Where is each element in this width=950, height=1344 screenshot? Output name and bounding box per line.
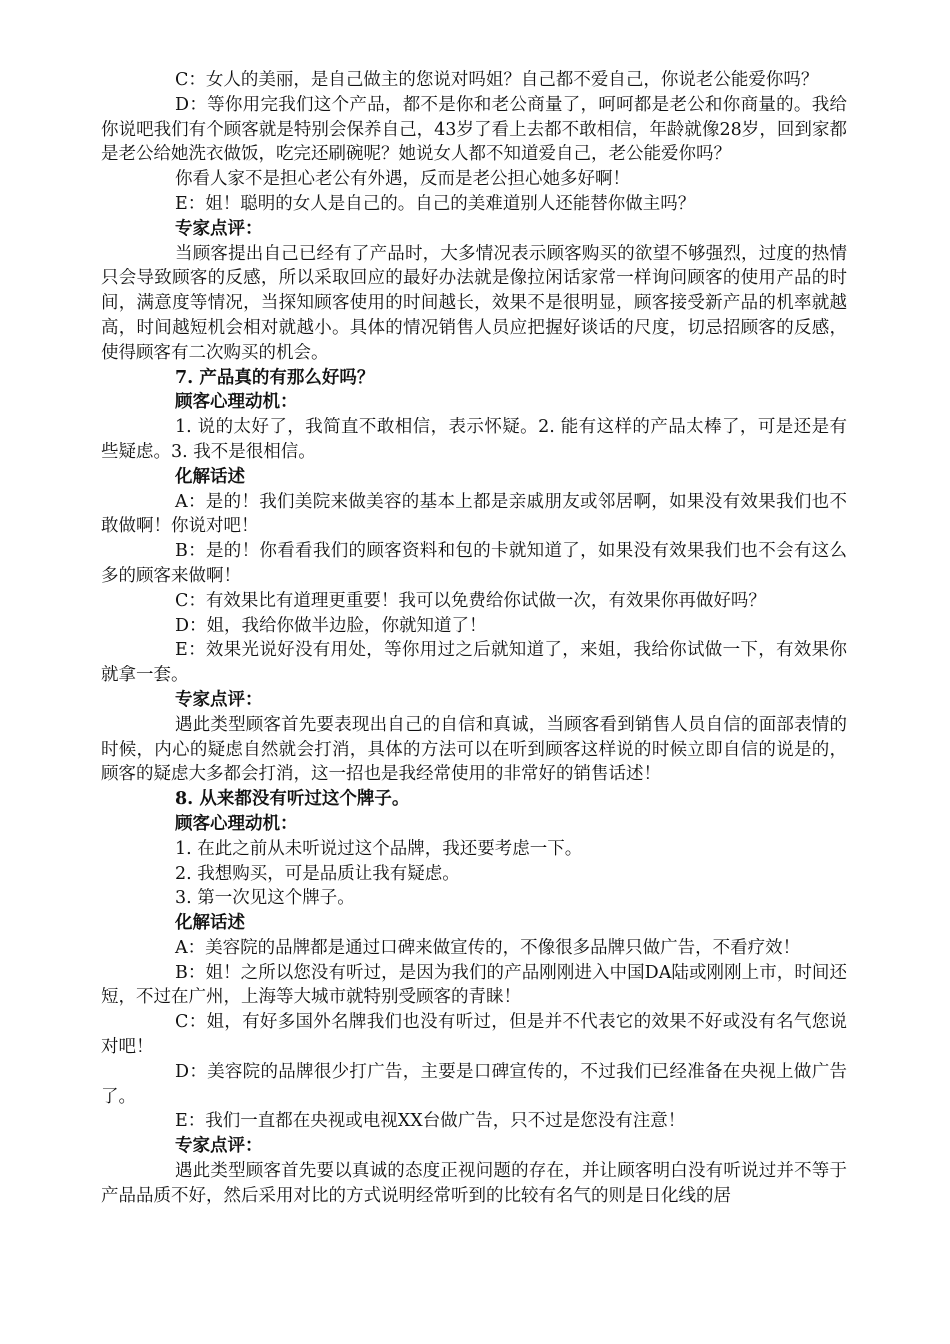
body-paragraph: E：我们一直都在央视或电视XX台做广告，只不过是您没有注意！: [175, 1111, 686, 1132]
body-paragraph: B：是的！你看看我们的顾客资料和包的卡就知道了，如果没有效果我们也不会有这么多的顾客来做啊！: [101, 541, 847, 586]
document-body: [101, 68, 847, 1209]
body-paragraph: D：等你用完我们这个产品，都不是你和老公商量了，呵呵都是老公和你商量的。我给你说吧我们有个顾客就是特别会保养自己，43岁了看上去都不敢相信，年龄就像28岁，回到家都是老公给她洗衣做饭，吃完还刷碗呢？她说女人都不知道爱自己，老公能爱你吗？: [101, 94, 847, 165]
body-paragraph: C：女人的美丽，是自己做主的您说对吗姐？自己都不爱自己，你说老公能爱你吗？: [175, 70, 819, 90]
body-paragraph: D：美容院的品牌很少打广告，主要是口碑宣传的，不过我们已经准备在央视上做广告了。: [101, 1061, 847, 1107]
body-paragraph: B：姐！之所以您没有听过，是因为我们的产品刚刚进入中国DA陆或刚刚上市，时间还短，不过在广州，上海等大城市就特别受顾客的青睐！: [101, 962, 847, 1008]
body-paragraph: A：是的！我们美院来做美容的基本上都是亲戚朋友或邻居啊，如果没有效果我们也不敢做啊！你说对吧！: [101, 491, 847, 537]
section-heading: 专家点评：: [175, 218, 263, 239]
section-heading: 专家点评：: [175, 1136, 263, 1157]
body-paragraph: 当顾客提出自己已经有了产品时，大多情况表示顾客购买的欲望不够强烈，过度的热情只会导致顾客的反感，所以采取回应的最好办法就是像拉闲话家常一样询问顾客的使用产品的时间，满意度等情况，当探知顾客使用的时间越长，效果不是很明显，顾客接受新产品的机率就越高，时间越短机会相对就越小。具体的情况销售人员应把握好谈话的尺度，切忌招顾客的反感，使得顾客有二次购买的机会。: [101, 243, 847, 363]
body-paragraph: 2. 我想购买，可是品质让我有疑虑。: [175, 863, 460, 884]
section-heading: 顾客心理动机：: [175, 392, 298, 413]
body-paragraph: E：姐！聪明的女人是自己的。自己的美难道别人还能替你做主吗？: [175, 193, 696, 214]
body-paragraph: 遇此类型顾客首先要以真诚的态度正视问题的存在，并让顾客明白没有听说过并不等于产品品质不好，然后采用对比的方式说明经常听到的比较有名气的则是日化线的居: [101, 1161, 847, 1206]
body-paragraph: 3. 第一次见这个牌子。: [175, 888, 355, 909]
body-paragraph: 1. 在此之前从未听说过这个品牌，我还要考虑一下。: [175, 838, 583, 859]
body-paragraph: D：姐，我给你做半边脸，你就知道了！: [175, 615, 487, 636]
body-paragraph: 遇此类型顾客首先要表现出自己的自信和真诚，当顾客看到销售人员自信的面部表情的时候，内心的疑虑自然就会打消，具体的方法可以在听到顾客这样说的时候立即自信的说是的，顾客的疑虑大多都会打消，这一招也是我经常使用的非常好的销售话述！: [101, 714, 847, 785]
body-paragraph: 你看人家不是担心老公有外遇，反而是老公担心她多好啊！: [175, 169, 630, 190]
body-paragraph: 1. 说的太好了，我简直不敢相信，表示怀疑。2. 能有这样的产品太棒了，可是还是有些疑虑。3. 我不是很相信。: [101, 417, 847, 462]
body-paragraph: E：效果光说好没有用处，等你用过之后就知道了，来姐，我给你试做一下，有效果你就拿一套。: [101, 640, 847, 686]
section-heading: 顾客心理动机：: [175, 813, 298, 834]
section-heading: 化解话述: [175, 913, 245, 934]
section-heading: 专家点评：: [175, 689, 263, 710]
section-heading: 8. 从来都没有听过这个牌子。: [175, 789, 410, 810]
section-heading: 7. 产品真的有那么好吗？: [175, 367, 375, 388]
body-paragraph: C：姐，有好多国外名牌我们也没有听过，但是并不代表它的效果不好或没有名气您说对吧！: [101, 1012, 847, 1058]
section-heading: 化解话述: [175, 466, 245, 487]
body-paragraph: A：美容院的品牌都是通过口碑来做宣传的，不像很多品牌只做广告，不看疗效！: [175, 937, 801, 958]
body-paragraph: C：有效果比有道理更重要！我可以免费给你试做一次，有效果你再做好吗？: [175, 590, 766, 611]
